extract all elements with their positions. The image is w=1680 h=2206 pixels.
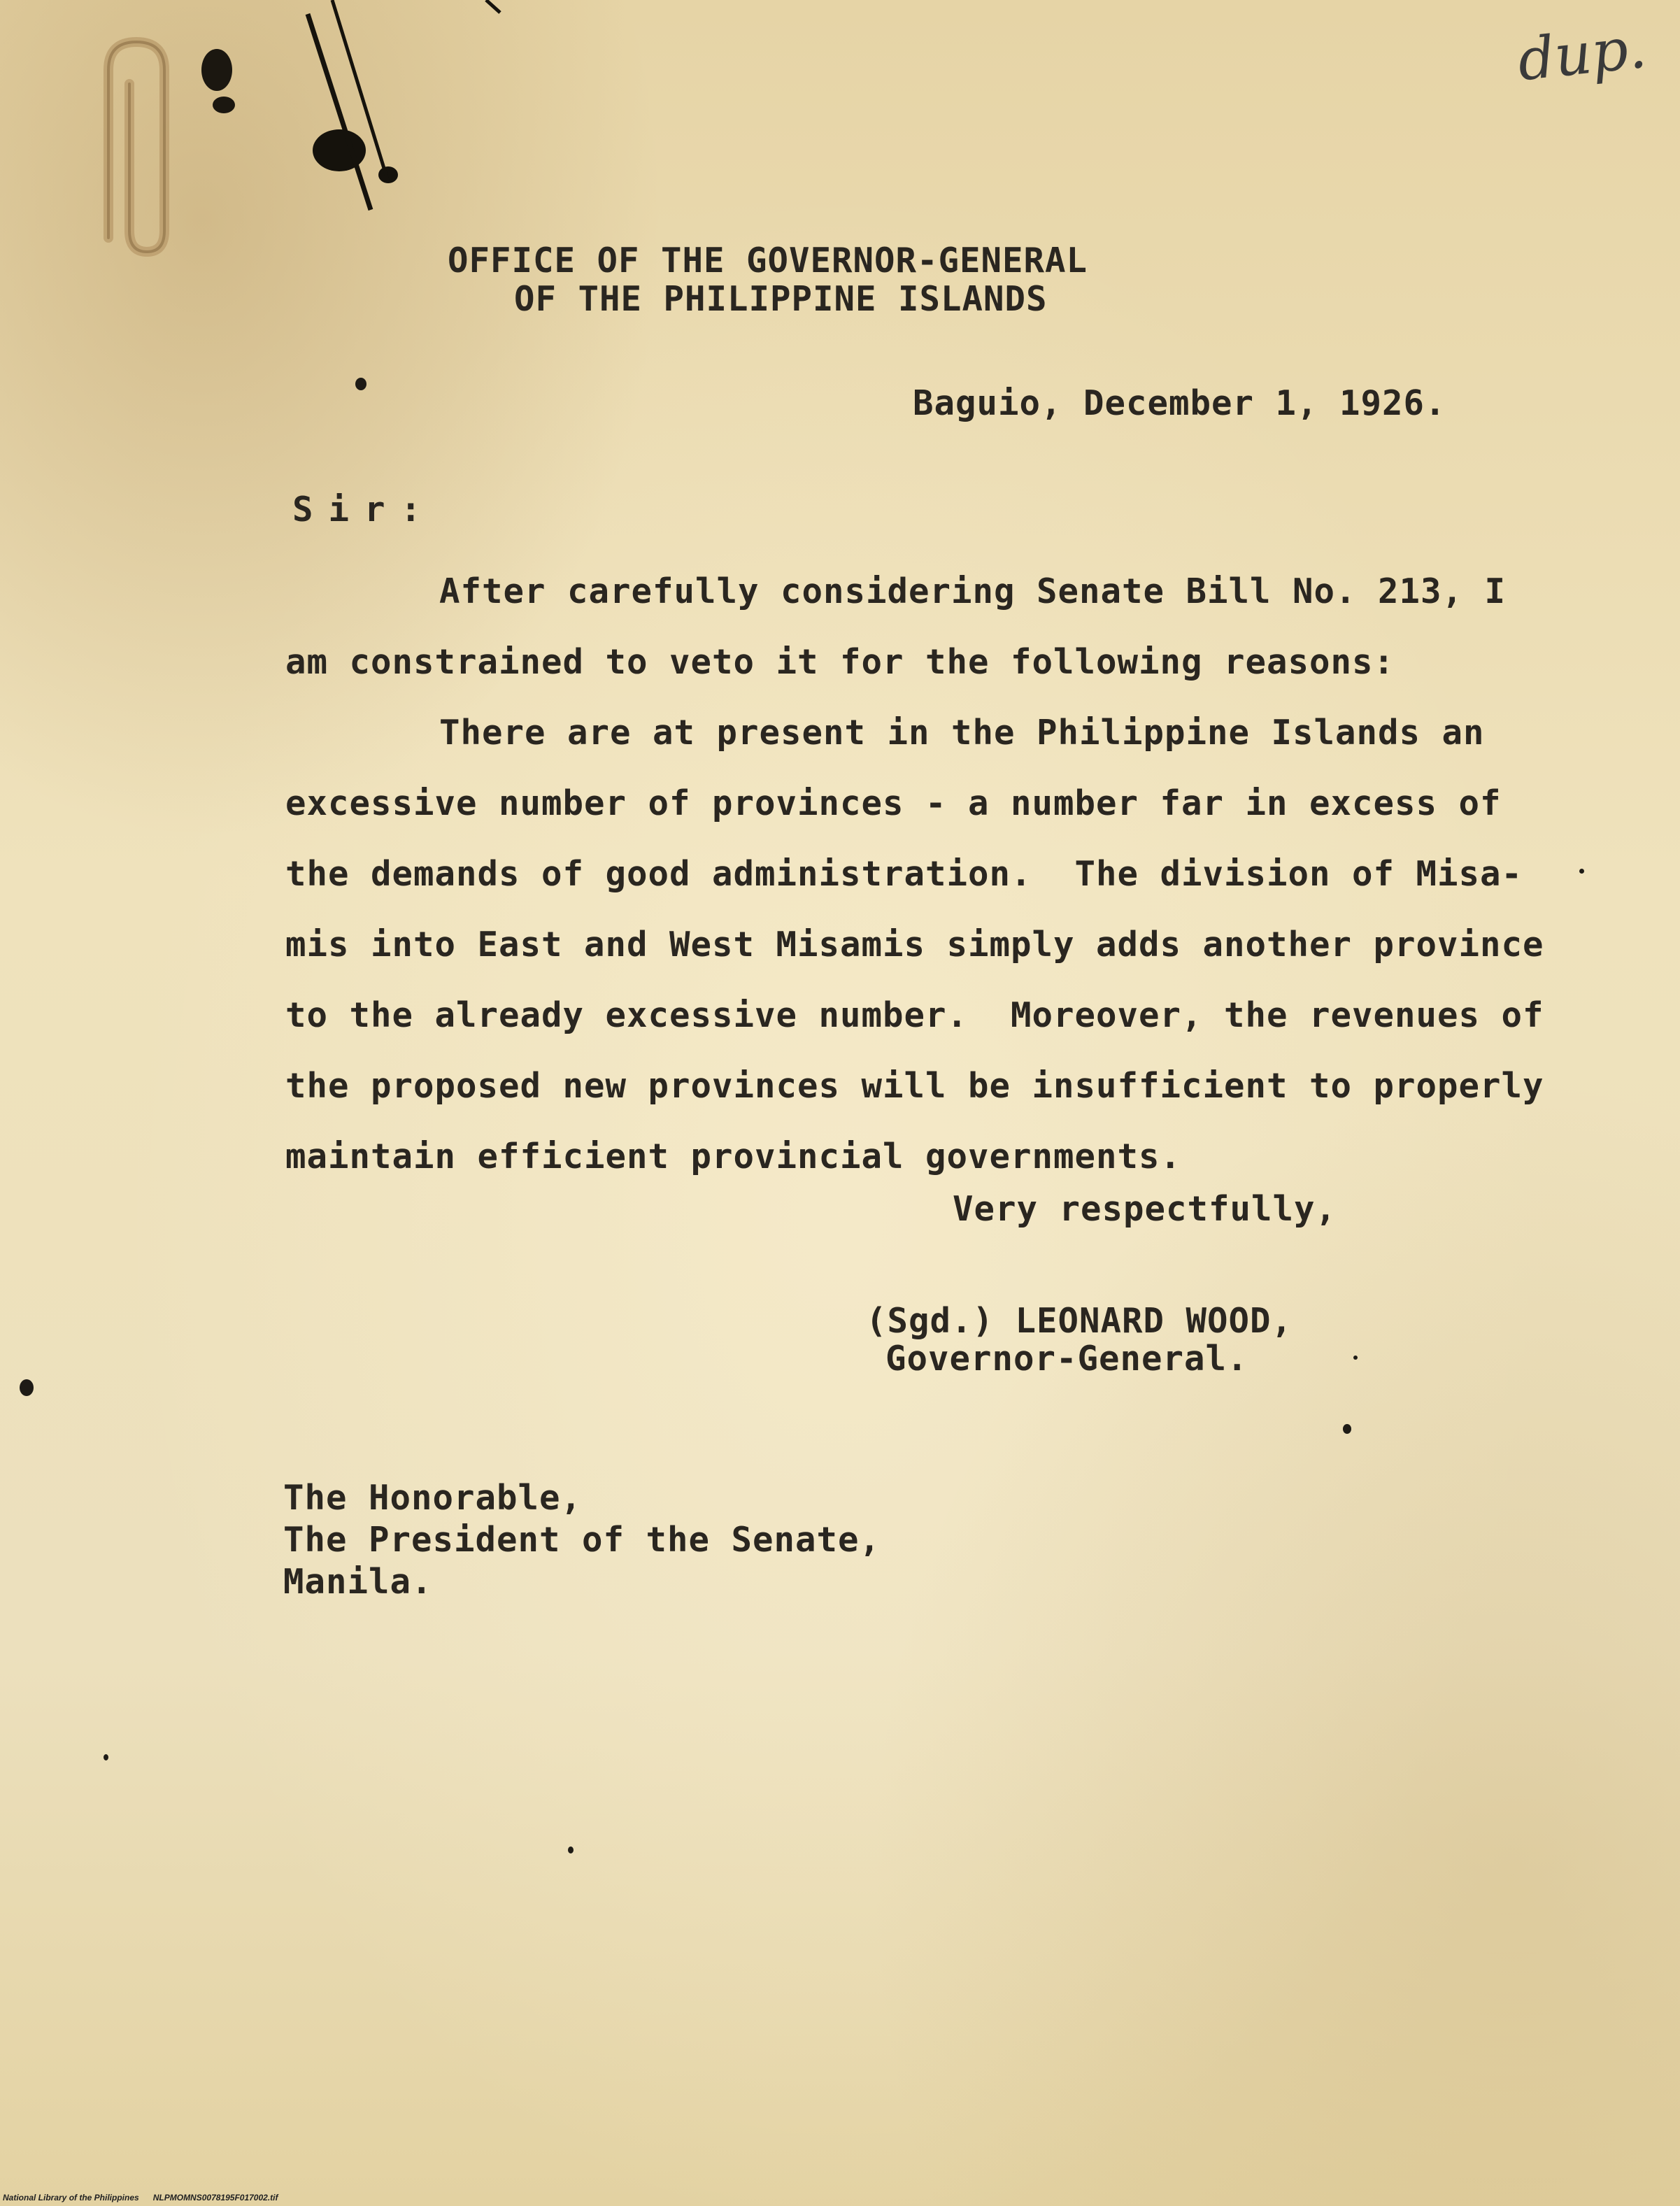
speck — [1579, 869, 1584, 874]
speck — [568, 1846, 574, 1853]
body-line: maintain efficient provincial governments. — [285, 1137, 1182, 1176]
letterhead-line-1: OFFICE OF THE GOVERNOR-GENERAL — [448, 241, 1088, 280]
body-line: the demands of good administration. The division of Misa- — [285, 854, 1523, 894]
footer-credit — [3, 2193, 278, 2203]
footer-filename: NLPMOMNS0078195F017002.tif — [152, 2193, 278, 2203]
speck — [20, 1379, 34, 1396]
body-line: After carefully considering Senate Bill No. 213, I — [439, 571, 1507, 611]
addressee-line: The President of the Senate, — [283, 1520, 881, 1560]
body-line: to the already excessive number. Moreover, the revenues of — [285, 995, 1544, 1035]
body-line: There are at present in the Philippine Islands an — [439, 713, 1485, 753]
speck — [355, 378, 366, 390]
body-line: mis into East and West Misamis simply adds another province — [285, 925, 1544, 965]
signature-block — [866, 1302, 1293, 1378]
addressee-line: The Honorable, — [283, 1478, 583, 1518]
ink-stains — [140, 0, 504, 224]
letter-body — [285, 556, 1544, 1192]
body-line: am constrained to veto it for the following reasons: — [285, 642, 1395, 682]
signature-name: (Sgd.) LEONARD WOOD, — [866, 1301, 1293, 1341]
date-line: Baguio, December 1, 1926. — [913, 383, 1446, 423]
addressee-line: Manila. — [283, 1562, 433, 1602]
body-line: the proposed new provinces will be insufficient to properly — [285, 1066, 1544, 1106]
body-line: excessive number of provinces - a number far in excess of — [285, 783, 1502, 823]
letterhead — [448, 241, 1088, 318]
footer-library: National Library of the Philippines — [3, 2193, 139, 2203]
speck — [1343, 1424, 1351, 1434]
closing: Very respectfully, — [953, 1189, 1337, 1229]
speck — [1353, 1355, 1358, 1360]
addressee-block — [283, 1477, 881, 1603]
handwritten-annotation: dup. — [1514, 14, 1650, 94]
signature-title: Governor-General. — [885, 1339, 1248, 1379]
salutation: Sir: — [292, 490, 437, 529]
letterhead-line-2: OF THE PHILIPPINE ISLANDS — [514, 279, 1048, 319]
speck — [104, 1754, 108, 1760]
